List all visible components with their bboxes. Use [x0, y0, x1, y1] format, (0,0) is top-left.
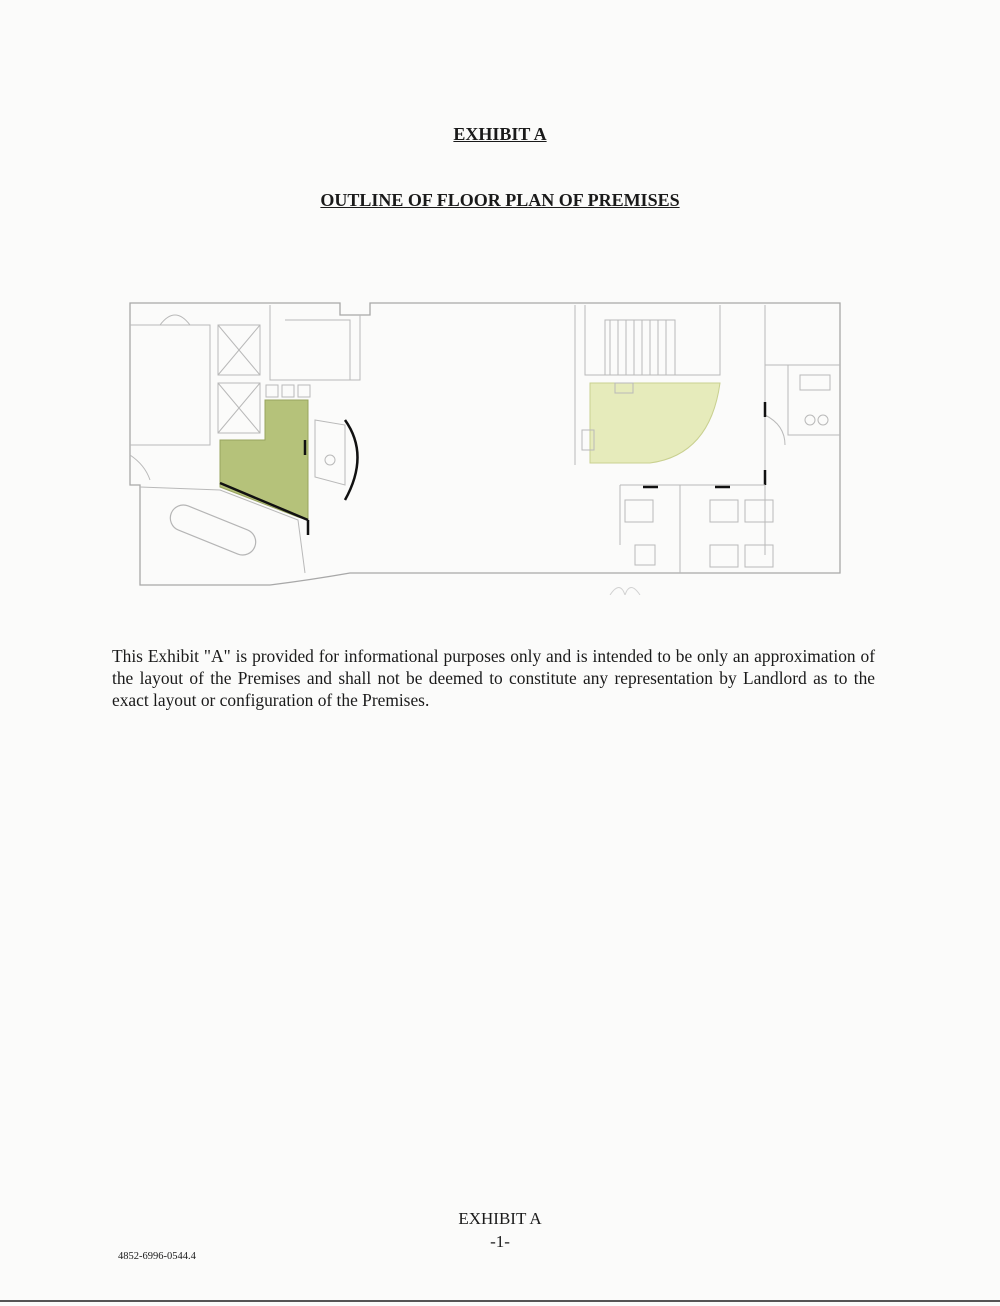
highlighted-area-right: [590, 383, 720, 463]
workstation-5: [745, 545, 773, 567]
reception-desk: [315, 420, 345, 485]
scan-bottom-edge: [0, 1300, 1000, 1302]
storage-1: [266, 385, 278, 397]
document-id: 4852-6996-0544.4: [118, 1251, 196, 1262]
stairs: [605, 320, 675, 375]
corridor-wall: [270, 305, 360, 380]
stair-treads: [610, 320, 666, 375]
right-office-chair: [818, 415, 828, 425]
pencil-mark: [610, 588, 640, 596]
conference-table: [166, 501, 259, 559]
right-office-chair-2: [805, 415, 815, 425]
elevator-2-x: [218, 383, 260, 433]
workstation-3: [745, 500, 773, 522]
left-room-door: [160, 315, 190, 325]
right-office-desk: [800, 375, 830, 390]
workstation-6: [635, 545, 655, 565]
left-lower-door: [130, 455, 150, 480]
floor-plan-drawing: [120, 295, 860, 595]
reception-chair: [325, 455, 335, 465]
workstation-1: [625, 500, 653, 522]
page-number: -1-: [490, 1232, 510, 1251]
disclaimer-paragraph: This Exhibit "A" is provided for informational purposes only and is intended to be only an approximation of the layout of the Premises and shall not be deemed to constitute any representation by Landlord as to the exact layout or configuration of the Premises.: [112, 646, 875, 710]
elevator-1-x: [218, 325, 260, 375]
lobby-wall: [285, 320, 350, 380]
workstation-2: [710, 500, 738, 522]
storage-3: [298, 385, 310, 397]
exhibit-title: EXHIBIT A: [453, 124, 547, 144]
storage-2: [282, 385, 294, 397]
left-room-wall: [130, 325, 210, 445]
footer-exhibit-label: EXHIBIT A: [458, 1209, 542, 1228]
workstation-4: [710, 545, 738, 567]
right-door-arc: [765, 415, 785, 445]
right-office-wall: [765, 305, 840, 555]
reception-curve-wall: [345, 420, 358, 500]
outline-title: OUTLINE OF FLOOR PLAN OF PREMISES: [320, 190, 680, 210]
workstation-wall: [620, 485, 765, 573]
